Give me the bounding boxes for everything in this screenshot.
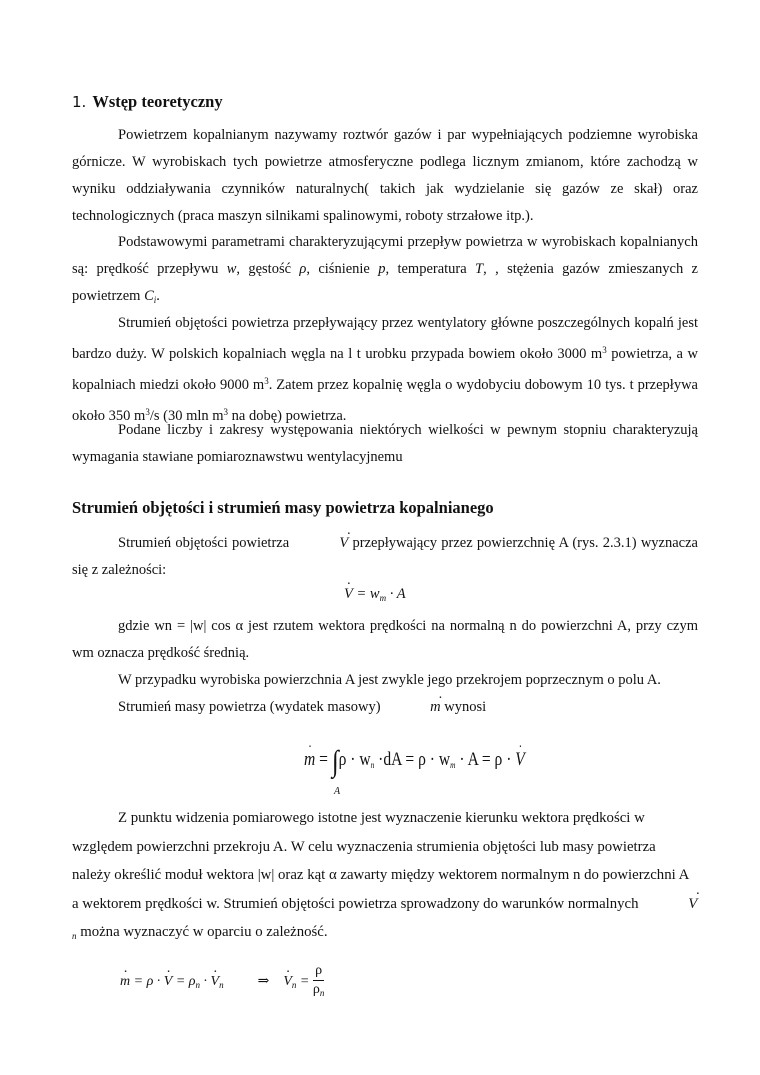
implies-arrow: ⇒ [257,974,270,990]
density-fraction: $\frac{\rho}{\rho_n}$ [312,963,325,998]
paragraph-volume-stream: Strumień objętości powietrza · V przepływający przez powierzchnię A (rys. 2.3.1) wyznacza się z zależności: [72,530,698,584]
paragraph-projection: gdzie wn = |w| cos α jest rzutem wektora prędkości na normalną n do powierzchni A, przy czym wm oznacza prędkość średnią. [72,618,698,661]
subsection-title: Strumień objętości i strumień masy powietrza kopalnianego [72,498,494,517]
section-title: Wstęp teoretyczny [92,92,223,111]
section-heading [72,92,223,112]
section-number: 1. [72,93,87,111]
paragraph-parameters: Podstawowymi parametrami charakteryzującymi przepływ powietrza w wyrobiskach kopalnianych są: prędkość przepływu w, gęstość ρ, ciśnienie p, temperatura T, , stężenia gazów zmieszanych z powietrzem $C_i$. [72,234,698,305]
paragraph-cross-section: W przypadku wyrobiska powierzchnia A jest zwykle jego przekrojem poprzecznym o polu A. [118,672,661,688]
paragraph-measurement: Z punktu widzenia pomiarowego istotne jest wyznaczenie kierunku wektora prędkości w względem powierzchni przekroju A. W celu wyznaczenia strumienia objętości lub masy powietrza należy określić moduł wektora |w| oraz kąt α zawarty między wektorem normalnym n do powierzchni A a wektorem prędkości w. Strumień objętości powietrza sprowadzony do warunków normalnych · $V_n$ można wyznaczyć w oparciu o zależność. [72,804,698,951]
equation-volume-flow: · $V = w_m \cdot A$ [344,586,406,603]
paragraph-mass-stream: Strumień masy powietrza (wydatek masowy) · m wynosi [72,694,698,721]
v-dot-symbol: · V [293,530,348,557]
paragraph-volume-flow: Strumień objętości powietrza przepływający przez wentylatory główne poszczególnych kopalń jest bardzo duży. W polskich kopalniach węgla na l t urobku przypada bowiem około 3000 $m^3$ powietrza, a w kopalniach miedzi około 9000 $m^3$. Zatem przez kopalnię węgla o wydobyciu dobowym 10 tys. t przepływa około 350 $m^3/s$ (30 mln $m^3$ na dobę) powietrza. [72,315,698,424]
equation-mass-flow: · $m = \int\rho \cdot w_n \cdot dA = \rho \cdot w_m \cdot A = \rho$ · · V [304,745,525,779]
paragraph-requirements: Podane liczby i zakresy występowania niektórych wielkości w pewnym stopniu charakteryzują wymagania stawiane pomiaroznawstwu wentylacyjnemu [72,422,698,465]
equation-normal-flow: · m = ρ · · $V = \rho_n$ · · $V_n$ ⇒· $V_n$ = $\frac{\rho}{\rho_n}$ [120,962,324,1002]
integral-limit: A [334,786,341,797]
paragraph-intro: Powietrzem kopalnianym nazywamy roztwór gazów i par wypełniających podziemne wyrobiska górnicze. W wyrobiskach tych powietrze atmosferyczne podlega licznym zmianom, które zachodzą w wyniku oddziaływania czynników naturalnych( takich jak wydzielanie się gazów ze skał) oraz technologicznych (praca maszyn silnikami spalinowymi, roboty strzałowe itp.). [72,127,698,224]
